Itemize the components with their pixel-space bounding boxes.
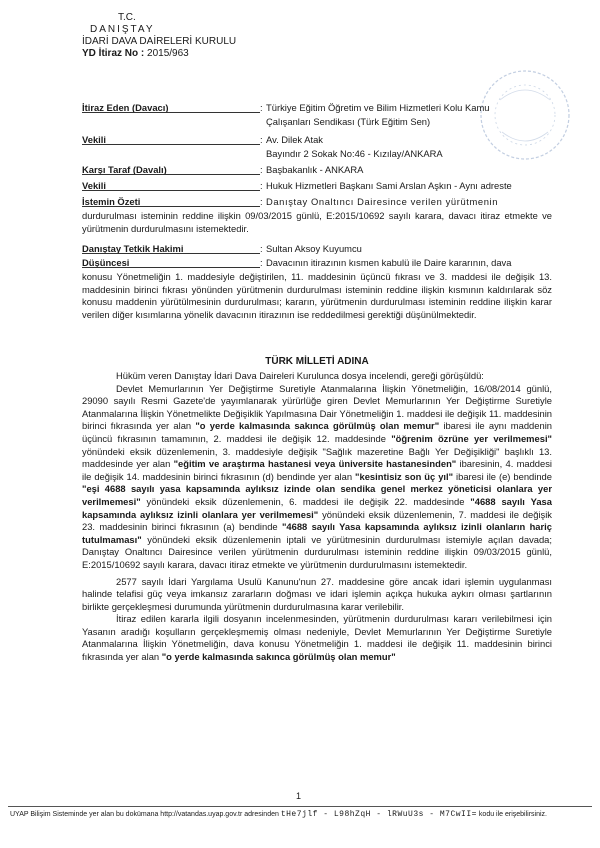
label-colon: :: [260, 164, 263, 175]
paragraph-2-part: ibaresi ile (e) bendinde: [453, 470, 552, 482]
opinion-text: konusu Yönetmeliğin 1. maddesiyle değiştirilen, 11. maddesinin üçüncü fıkrası ve 3. maddesi ile değişik 13. maddesinin birinci fıkrası yönünden yürütmenin durdurulması isteminin reddine ilişkin kısmının kaldırılarak söz konusu maddenin yürütülmesinin durdurulması; kararın, yürütmenin durdurulması isteminin reddine ilişkin karar verilen diğer kısımlarına yönelik davacının itirazının ise reddedilmesi gerektiği düşünülmektedir.: [82, 271, 552, 320]
label-underline: [82, 144, 260, 145]
label-colon: :: [260, 257, 263, 269]
appellant-label: İtiraz Eden (Davacı): [82, 102, 169, 113]
decision-heading: TÜRK MİLLETİ ADINA: [265, 356, 369, 367]
attorney-value: Av. Dilek Atak: [266, 134, 323, 145]
parties-section: [82, 102, 552, 322]
appellant-value-cont: Çalışanları Sendikası (Türk Eğitim Sen): [266, 116, 431, 127]
label-colon: :: [260, 102, 263, 113]
opinion-label: Düşüncesi: [82, 257, 130, 269]
department-name: İDARİ DAVA DAİRELERİ KURULU: [82, 36, 237, 47]
paragraph-1: Hüküm veren Danıştay İdari Dava Daireleri Kurulunca dosya incelendi, gereği görüşüldü:: [116, 370, 484, 381]
respondent-attorney-label: Vekili: [82, 180, 106, 191]
attorney-label: Vekili: [82, 134, 106, 145]
respondent-attorney-value: Hukuk Hizmetleri Başkanı Sami Arslan Aşkın - Aynı adreste: [266, 180, 512, 191]
paragraph-2-part: ibaresinin, 4. maddesi ile değişik 14. maddesinin birinci fıkrasının (d) bendinde yer alan: [82, 458, 552, 482]
request-summary-label: İstemin Özeti: [82, 196, 141, 207]
paragraph-4-part: İtiraz edilen kararla ilgili dosyanın incelenmesinden, yürütmenin durdurulması kararı verilebilmesi için Yasanın aradığı koşulların gerçekleşmemiş olması nedeniyle, Devlet Memurlarının Yer Değiştirme Suretiyle Atanmalarına İlişkin Yönetmeliğin, dava konusu Yönetmeliğin 1. maddesi ile değişik 11. maddesinin birinci fıkrasında yer alan: [82, 613, 552, 663]
paragraph-2-part: yönündeki eksik düzenlemenin, 3. maddesiyle değişik "Sağlık mazeretine Bağlı Yer Değişikliği" başlıklı 13. maddesinde yer alan: [82, 445, 552, 470]
document-header: [82, 12, 236, 60]
label-underline: [82, 190, 260, 191]
paragraph-2: [82, 383, 552, 572]
paragraph-2-bold: "eğitim ve araştırma hastanesi veya üniversite hastanesinden": [173, 458, 457, 470]
paragraph-4-bold: "o yerde kalmasında sakınca görülmüş olan memur": [161, 651, 396, 663]
label-underline: [82, 174, 260, 175]
page-number: 1: [296, 791, 302, 801]
objection-number: [82, 48, 236, 60]
footer: [10, 810, 547, 819]
label-colon: :: [260, 243, 263, 255]
attorney-address: Bayındır 2 Sokak No:46 - Kızılay/ANKARA: [266, 148, 443, 159]
judge-label: Danıştay Tetkik Hakimi: [82, 243, 184, 255]
label-underline: [82, 206, 260, 207]
attorney-row: [82, 134, 552, 146]
appellant-row: [82, 102, 552, 114]
label-underline: [82, 267, 260, 268]
paragraph-2-bold: "öğrenim özrüne yer verilmemesi": [391, 432, 552, 444]
respondent-row: [82, 164, 552, 176]
paragraph-4: [82, 613, 552, 663]
paragraph-2-part: ibaresi ile aynı maddenin üçüncü fıkrasının tamamının, 2. maddesi ile değişik 12. maddesinde: [82, 420, 552, 444]
label-colon: :: [260, 196, 263, 207]
footer-divider: [8, 806, 592, 807]
request-summary-row: [82, 196, 552, 208]
respondent-attorney-row: [82, 180, 552, 192]
tc-label: T.C.: [118, 12, 136, 23]
request-summary-value: Danıştay Onaltıncı Dairesince verilen yürütmenin: [266, 196, 499, 207]
respondent-value: Başbakanlık - ANKARA: [266, 164, 364, 175]
label-colon: :: [260, 134, 263, 145]
paragraph-3: 2577 sayılı İdari Yargılama Usulü Kanunu'nun 27. maddesine göre ancak idari işlemin uygulanması halinde telafisi güç veya imkansız zararların doğması ve idari işlemin açıkça hukuka aykırı olması şartlarının birlikte gerçekleşmesi durumunda yürütmenin durdurulmasına karar verilebilir.: [82, 575, 552, 612]
label-underline: [82, 112, 260, 113]
decision-body: [82, 356, 552, 664]
request-summary-text: durdurulması isteminin reddine ilişkin 09/03/2015 günlü, E:2015/10692 sayılı karara, davacı itiraz etmekte ve yürütmenin durdurulmasını istemektedir.: [82, 210, 552, 234]
paragraph-2-bold: "4688 sayılı Yasa kapsamında aylıksız izinli olanlara yer verilmemesi": [82, 495, 552, 520]
respondent-label: Karşı Taraf (Davalı): [82, 164, 167, 175]
objection-number-label: YD İtiraz No :: [82, 48, 145, 59]
paragraph-2-bold: "4688 sayılı Yasa kapsamında aylıksız izinli olanların hariç tutulmaması": [82, 521, 552, 545]
paragraph-2-part: yönündeki eksik düzenlemenin, 7. maddesi ile değişik 23. maddesinin birinci fıkrasının (a) bendinde: [82, 508, 552, 533]
paragraph-2-bold: "eşi 4688 sayılı yasa kapsamında aylıksız izinde olan sendika genel merkez yöneticisi olanlara yer verilmemesi": [82, 483, 552, 507]
court-name: DANIŞTAY: [90, 24, 155, 35]
footer-suffix: kodu ile erişebilirsiniz.: [478, 811, 548, 818]
paragraph-2-part: yönündeki eksik düzenlemenin iptali ve yürütmesinin durdurulması istemiyle açılan davada; Danıştay Onaltıncı Dairesince verilen yürütmenin durdurulması isteminin reddine ilişkin 09/03/2015 günlü, E:2015/10692 sayılı karara, davacı itiraz etmekte ve yürütmenin durdurulmasını istemektedir.: [82, 533, 552, 570]
judge-row: [82, 243, 552, 255]
paragraph-2-part: Devlet Memurlarının Yer Değiştirme Suretiyle Atanmalarına İlişkin Yönetmeliğin, 16/08/2014 günlü, 29090 sayılı Resmi Gazete'de yayımlanarak yürürlüğe giren Devlet Memurlarının Yer Değiştirme Suretiyle Atanmalarına İlişkin Yönetmelikte Değişiklik Yapılmasına Dair Yönetmeliğin 1. maddesi ile değişik 11. maddesinin birinci fıkrasında yer alan: [82, 382, 552, 432]
verification-code: tHe7jlf - L98hZqH - lRWuU3s - M7CwII=: [280, 810, 477, 819]
opinion-value: Davacının itirazının kısmen kabulü ile Daire kararının, dava: [266, 257, 512, 269]
judge-value: Sultan Aksoy Kuyumcu: [266, 243, 362, 255]
label-underline: [82, 253, 260, 254]
footer-text: UYAP Bilişim Sisteminde yer alan bu dokümana http://vatandas.uyap.gov.tr adresinden: [10, 811, 279, 818]
paragraph-2-bold: "o yerde kalmasında sakınca görülmüş olan memur": [195, 420, 440, 432]
label-colon: :: [260, 180, 263, 191]
opinion-row: [82, 257, 552, 269]
paragraph-2-bold: "kesintisiz son üç yıl": [355, 470, 454, 482]
paragraph-2-part: yönündeki eksik düzenlemenin, 6. maddesi ile değişik 22. maddesinde: [140, 495, 471, 507]
appellant-value: Türkiye Eğitim Öğretim ve Bilim Hizmetleri Kolu Kamu: [266, 102, 490, 113]
objection-number-value: 2015/963: [147, 48, 189, 59]
